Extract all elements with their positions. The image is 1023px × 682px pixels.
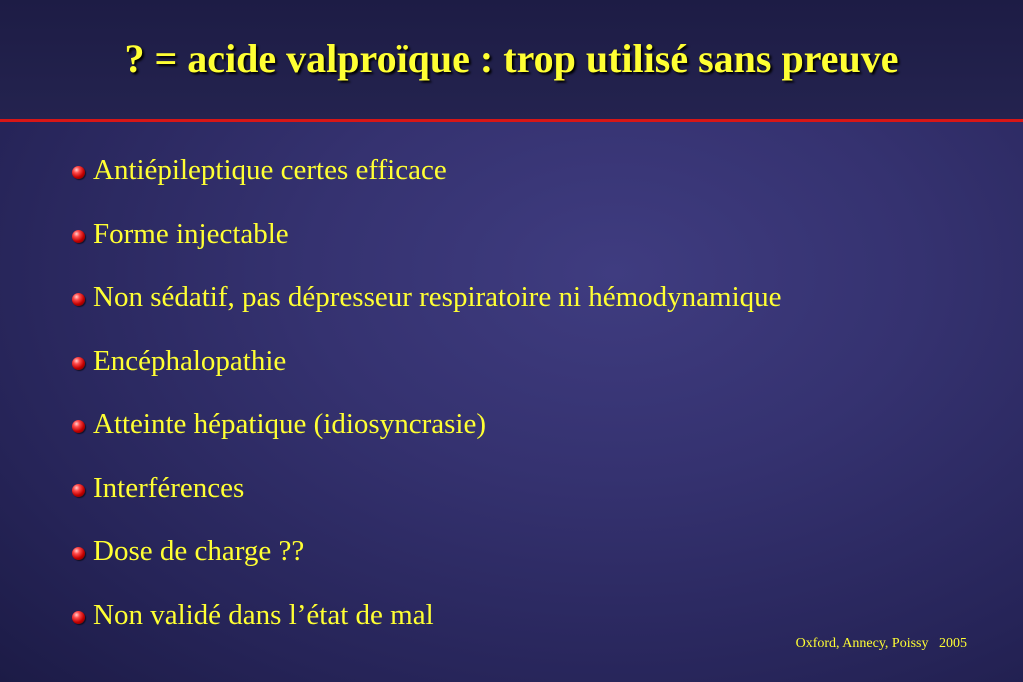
- slide-footer: Oxford, Annecy, Poissy 2005: [795, 636, 967, 651]
- bullet-text: Non validé dans l’état de mal: [93, 598, 434, 631]
- red-sphere-bullet-icon: [72, 484, 85, 497]
- bullet-text: Forme injectable: [93, 217, 289, 250]
- slide-title: ? = acide valproïque : trop utilisé sans preuve: [124, 36, 899, 81]
- red-sphere-bullet-icon: [72, 230, 85, 243]
- bullet-text: Interférences: [93, 471, 245, 504]
- bullet-text: Dose de charge ??: [93, 535, 305, 567]
- title-divider: [0, 119, 1023, 122]
- bullet-text: Antiépileptique certes efficace: [93, 154, 447, 186]
- bullet-item: [72, 341, 782, 405]
- bullet-text: Atteinte hépatique (idiosyncrasie): [93, 408, 486, 440]
- bullet-item: [72, 404, 782, 468]
- bullet-item: [72, 150, 782, 214]
- bullet-item: [72, 214, 782, 278]
- red-sphere-bullet-icon: [72, 420, 85, 433]
- red-sphere-bullet-icon: [72, 547, 85, 560]
- bullet-text: Encéphalopathie: [93, 344, 287, 377]
- bullet-text: Non sédatif, pas dépresseur respiratoire ni hémodynamique: [93, 281, 782, 313]
- bullet-list: [72, 150, 782, 658]
- red-sphere-bullet-icon: [72, 166, 85, 179]
- red-sphere-bullet-icon: [72, 357, 85, 370]
- red-sphere-bullet-icon: [72, 293, 85, 306]
- bullet-item: [72, 277, 782, 341]
- red-sphere-bullet-icon: [72, 611, 85, 624]
- bullet-item: [72, 595, 782, 659]
- bullet-item: [72, 531, 782, 595]
- bullet-item: [72, 468, 782, 532]
